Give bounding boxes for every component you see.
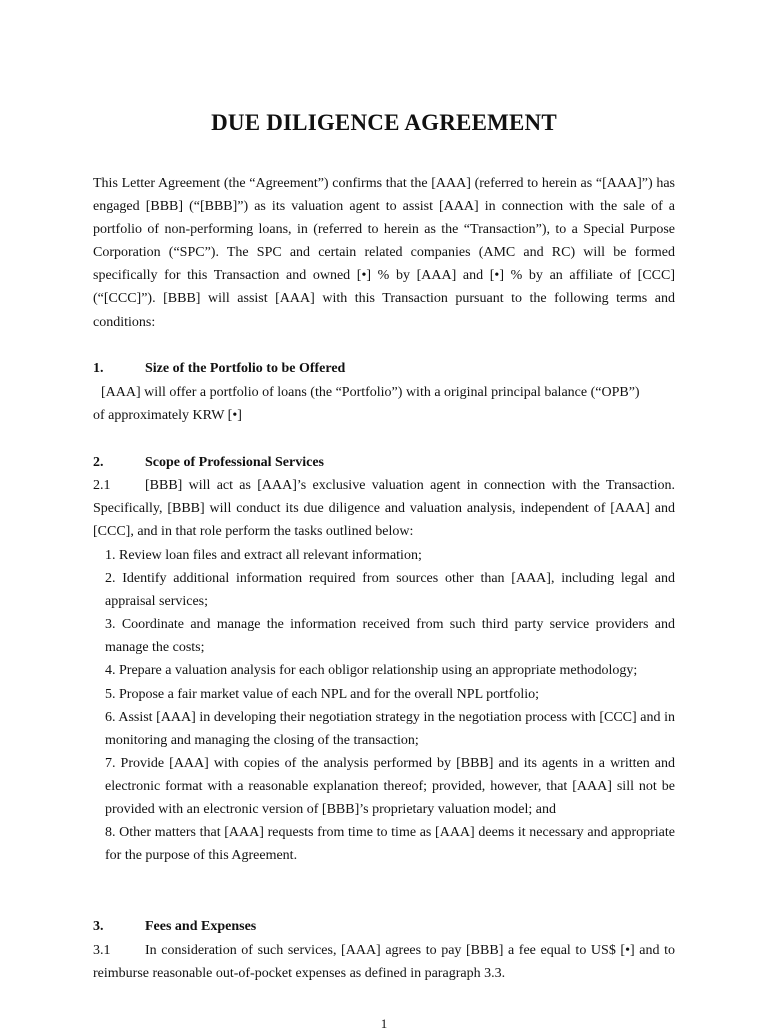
section-1-heading: [93, 357, 345, 380]
list-item: 5. Propose a fair market value of each NPL and for the overall NPL portfolio;: [105, 686, 539, 702]
clause-3-1: [93, 939, 675, 985]
clause-3-1-number: 3.1: [93, 943, 111, 958]
intro-paragraph: This Letter Agreement (the “Agreement”) confirms that the [AAA] (referred to herein as “[AAA]”) has engaged [BBB] (“[BBB]”) as its valuation agent to assist [AAA] in connection with the sale of a portfolio of non-performing loans, in (referred to herein as the “Transaction”), to a Special Purpose Corporation (“SPC”). The SPC and certain related companies (AMC and RC) will be formed specifically for this Transaction and owned [•] % by [AAA] and [•] % by an affiliate of [CCC] (“[CCC]”). [BBB] will assist [AAA] with this Transaction pursuant to the following terms and conditions:: [93, 176, 675, 330]
section-1-number: 1.: [93, 361, 104, 376]
list-item: 8. Other matters that [AAA] requests from time to time as [AAA] deems it necessary and appropriate for the purpose of this Agreement.: [105, 825, 675, 864]
section-2-title: Scope of Professional Services: [145, 455, 324, 470]
list-item: 2. Identify additional information required from sources other than [AAA], including legal and appraisal services;: [105, 571, 675, 610]
services-list: [105, 544, 675, 867]
section-2-number: 2.: [93, 455, 104, 470]
list-item: 7. Provide [AAA] with copies of the analysis performed by [BBB] and its agents in a written and electronic format with a reasonable explanation thereof; provided, however, that [AAA] sill not be provided with an electronic version of [BBB]’s proprietary valuation model; and: [105, 755, 675, 818]
clause-2-1: [93, 474, 675, 543]
section-3-heading: [93, 915, 256, 938]
section-3-title: Fees and Expenses: [145, 919, 257, 934]
page-number: 1: [380, 1016, 388, 1031]
section-1-title: Size of the Portfolio to be Offered: [145, 361, 346, 376]
document-title: DUE DILIGENCE AGREEMENT: [211, 110, 557, 135]
clause-2-1-number: 2.1: [93, 478, 111, 493]
list-item: 1. Review loan files and extract all relevant information;: [105, 548, 422, 563]
section-2-heading: [93, 451, 324, 474]
list-item: 6. Assist [AAA] in developing their negotiation strategy in the negotiation process with [CCC] and in monitoring and managing the closing of the transaction;: [105, 709, 675, 748]
clause-3-1-text: In consideration of such services, [AAA] agrees to pay [BBB] a fee equal to US$ [•] and to reimburse reasonable out-of-pocket expenses as defined in paragraph 3.3.: [93, 943, 675, 982]
clause-2-1-text: [BBB] will act as [AAA]’s exclusive valuation agent in connection with the Transaction. Specifically, [BBB] will conduct its due diligence and valuation analysis, independent of [AAA] and [CCC], and in that role perform the tasks outlined below:: [93, 478, 675, 540]
list-item: 4. Prepare a valuation analysis for each obligor relationship using an appropriate methodology;: [105, 663, 638, 679]
section-3-number: 3.: [93, 919, 104, 934]
list-item: 3. Coordinate and manage the information received from such third party service providers and manage the costs;: [105, 617, 675, 656]
section-1-body: [AAA] will offer a portfolio of loans (the “Portfolio”) with a original principal balance (“OPB”) of approximately KRW [•]: [93, 385, 640, 424]
